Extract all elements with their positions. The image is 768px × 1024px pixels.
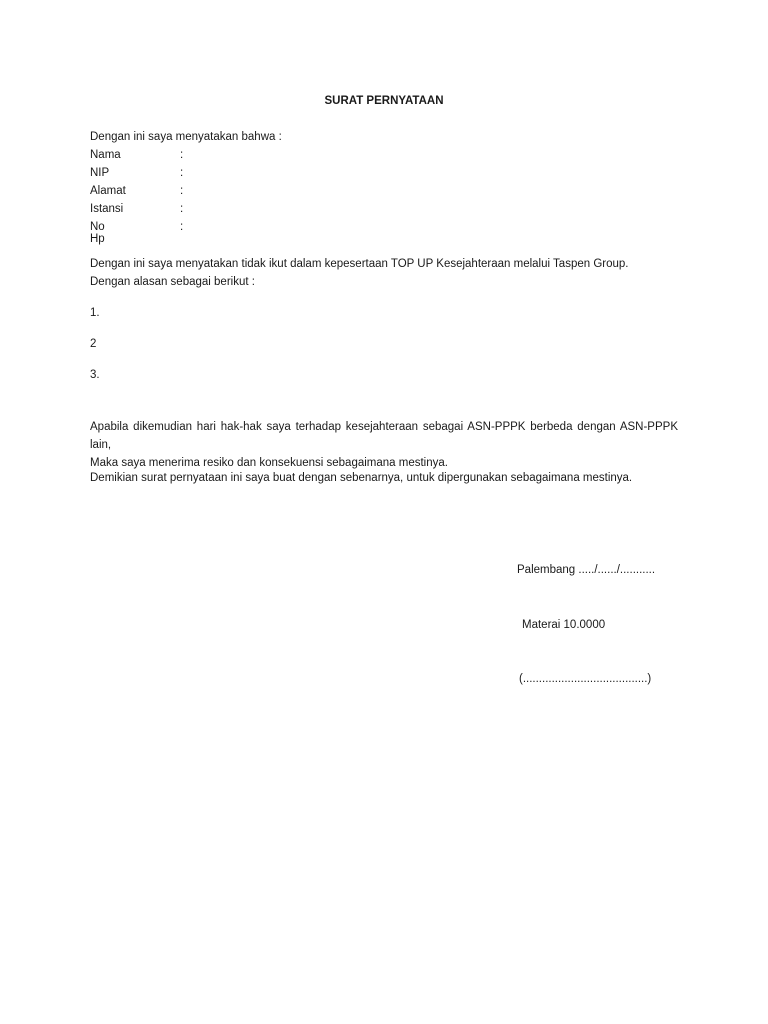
reason-item: 3. [90,369,100,381]
intro-text: Dengan ini saya menyatakan bahwa : [90,131,282,143]
field-label: Nama [90,149,121,161]
statement-line-1: Dengan ini saya menyatakan tidak ikut dalam kepesertaan TOP UP Kesejahteraan melalui Taspen Group. [90,258,629,270]
consequence-paragraph [90,418,678,472]
consequence-line-2: Maka saya menerima resiko dan konsekuensi sebagaimana mestinya. [90,457,448,469]
reason-item: 2 [90,338,97,350]
place-date: Palembang ...../....../........... [517,564,656,576]
field-colon: : [180,203,184,215]
field-label: Alamat [90,185,126,197]
signature-name-placeholder: (.......................................) [519,673,652,685]
closing-text: Demikian surat pernyataan ini saya buat dengan sebenarnya, untuk dipergunakan sebagaimana mestinya. [90,472,633,484]
field-colon: : [180,149,184,161]
field-colon: : [180,221,184,233]
field-colon: : [180,185,184,197]
statement-line-2: Dengan alasan sebagai berikut : [90,276,255,288]
reason-item: 1. [90,307,100,319]
field-label: No Hp [90,221,105,245]
consequence-line-1: Apabila dikemudian hari hak-hak saya terhadap kesejahteraan sebagai ASN-PPPK berbeda dengan ASN-PPPK lain, [90,421,678,451]
field-colon: : [180,167,184,179]
field-label: Istansi [90,203,124,215]
document-title: SURAT PERNYATAAN [324,95,444,107]
stamp-label: Materai 10.0000 [522,619,606,631]
field-label: NIP [90,167,110,179]
